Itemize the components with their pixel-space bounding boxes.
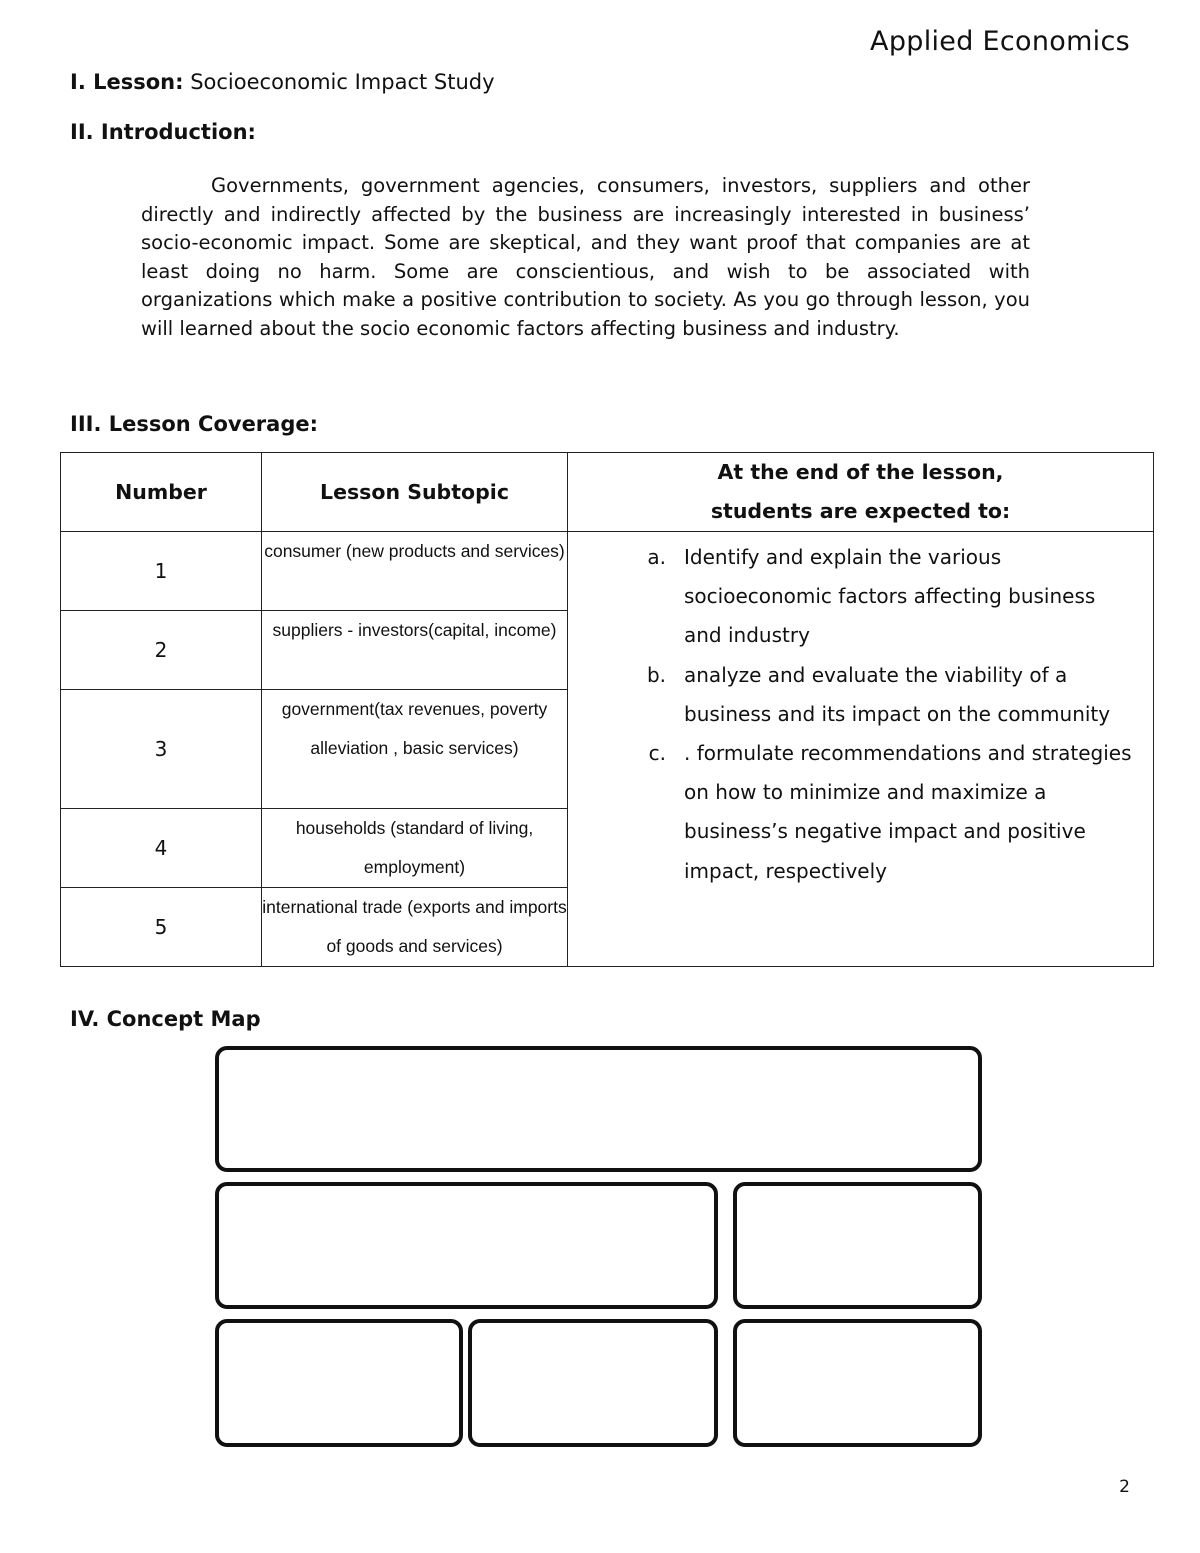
row-subtopic: consumer (new products and services) <box>262 532 568 611</box>
concept-map-box-bottom-center <box>468 1319 718 1447</box>
row-subtopic: households (standard of living, employment) <box>262 809 568 888</box>
header-objectives-line1: At the end of the lesson, <box>717 460 1004 484</box>
lesson-line <box>70 70 495 94</box>
row-subtopic: suppliers - investors(capital, income) <box>262 611 568 690</box>
table-header-row <box>61 453 1154 532</box>
concept-map-box-middle-left <box>215 1182 718 1309</box>
header-objectives-line2: students are expected to: <box>710 499 1011 523</box>
row-number: 2 <box>61 611 262 690</box>
concept-map-box-middle-right <box>733 1182 982 1309</box>
list-item <box>568 538 1133 656</box>
concept-map-box-bottom-right <box>733 1319 982 1447</box>
concept-map-heading: IV. Concept Map <box>70 1007 261 1031</box>
coverage-heading: III. Lesson Coverage: <box>70 412 319 436</box>
row-number: 3 <box>61 690 262 809</box>
header-objectives <box>568 453 1154 532</box>
objectives-cell <box>568 532 1154 967</box>
row-number: 4 <box>61 809 262 888</box>
row-subtopic: international trade (exports and imports of goods and services) <box>262 888 568 967</box>
introduction-paragraph: Governments, government agencies, consumers, investors, suppliers and other directly and indirectly affected by the business are increasingly interested in business’ socio-economic impact. Some are skeptical, and they want proof that companies are at least doing no harm. Some are conscientious, and wish to be associated with organizations which make a positive contribution to society. As you go through lesson, you will learned about the socio economic factors affecting business and industry. <box>141 174 1030 340</box>
header-subtopic: Lesson Subtopic <box>262 453 568 532</box>
concept-map-box-top <box>215 1046 982 1172</box>
objective-marker: b. <box>646 662 666 687</box>
objective-text: . formulate recommendations and strategies on how to minimize and maximize a business’s negative impact and positive impact, respectively <box>684 741 1132 883</box>
objective-text: Identify and explain the various socioeconomic factors affecting business and industry <box>684 545 1096 648</box>
header-number: Number <box>61 453 262 532</box>
lesson-title: Socioeconomic Impact Study <box>190 70 495 94</box>
list-item <box>568 656 1133 734</box>
row-number: 5 <box>61 888 262 967</box>
lesson-label: I. Lesson: <box>70 70 184 94</box>
lesson-coverage-table <box>60 452 1154 967</box>
objective-text: analyze and evaluate the viability of a business and its impact on the community <box>684 662 1111 726</box>
list-item <box>568 734 1133 891</box>
table-row <box>61 532 1154 611</box>
row-number: 1 <box>61 532 262 611</box>
introduction-heading: II. Introduction: <box>70 120 256 144</box>
objectives-list <box>568 538 1133 891</box>
subject-title: Applied Economics <box>870 26 1130 57</box>
concept-map-box-bottom-left <box>215 1319 463 1447</box>
objective-marker: c. <box>648 741 666 766</box>
row-subtopic: government(tax revenues, poverty alleviation , basic services) <box>262 690 568 809</box>
page-number: 2 <box>1119 1477 1130 1497</box>
objective-marker: a. <box>647 545 666 569</box>
